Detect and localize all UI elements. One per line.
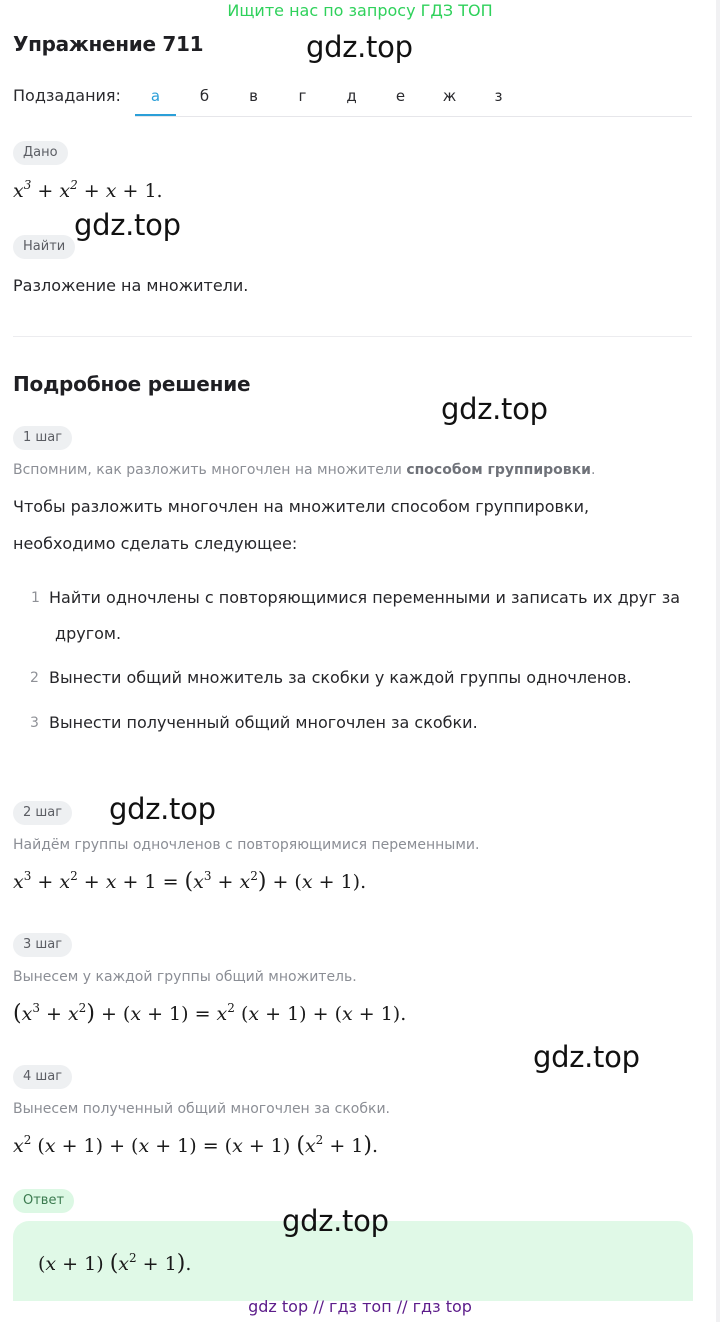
answer-expression: (x + 1) $(x^2 + 1)$. (38, 1251, 192, 1276)
list-item-text: Найти одночлены с повторяющимися переменными и записать их друг за (49, 588, 681, 607)
tab-e[interactable]: е (395, 87, 406, 105)
given-badge: Дано (13, 141, 68, 165)
page-title: Упражнение 711 (13, 32, 204, 56)
find-text: Разложение на множители. (13, 276, 249, 295)
tab-zh[interactable]: ж (442, 87, 457, 105)
step-2-hint: Найдём группы одночленов с повторяющимися переменными. (13, 837, 480, 853)
tab-z[interactable]: з (494, 87, 503, 105)
subtask-tabs (135, 78, 523, 116)
list-item-number: 1 (31, 590, 40, 606)
watermark: gdz.top (109, 792, 216, 826)
watermark: gdz.top (441, 392, 548, 426)
tab-g[interactable]: г (298, 87, 307, 105)
step-3-badge: 3 шаг (13, 933, 72, 957)
watermark: gdz.top (282, 1204, 389, 1238)
watermark: gdz.top (306, 30, 413, 64)
given-expression: $x^3 + x^2 + x + 1$. (13, 178, 163, 202)
step-1-line-1: Чтобы разложить многочлен на множители способом группировки, (13, 497, 590, 516)
list-item-text: Вынести полученный общий многочлен за скобки. (49, 713, 478, 732)
step-1-line-2: необходимо сделать следующее: (13, 534, 298, 553)
watermark: gdz.top (533, 1040, 640, 1074)
top-banner: Ищите нас по запросу ГДЗ ТОП (227, 1, 493, 20)
tab-b[interactable]: б (199, 87, 210, 105)
find-badge: Найти (13, 235, 75, 259)
solution-title: Подробное решение (13, 372, 251, 396)
step-1-badge: 1 шаг (13, 426, 72, 450)
step-3-expression: $(x^3 + x^2) + (x + 1) = x^2$ (x + 1) + (x + 1). (13, 1001, 407, 1026)
tab-a[interactable]: а (135, 78, 176, 116)
tab-v[interactable]: в (249, 87, 258, 105)
step-3-hint: Вынесем у каждой группы общий множитель. (13, 969, 357, 985)
list-item-number: 2 (30, 670, 39, 686)
tab-d[interactable]: д (346, 87, 357, 105)
list-item-text-continued: другом. (55, 624, 122, 643)
section-divider (13, 336, 692, 337)
tabs-divider (135, 116, 692, 117)
step-2-badge: 2 шаг (13, 801, 72, 825)
footer-links[interactable]: gdz top // гдз топ // гдз top (248, 1297, 472, 1316)
scrollbar-track[interactable] (716, 0, 720, 1322)
list-item-text: Вынести общий множитель за скобки у каждой группы одночленов. (49, 668, 632, 687)
watermark: gdz.top (74, 208, 181, 242)
step-4-hint: Вынесем полученный общий многочлен за скобки. (13, 1101, 390, 1117)
answer-badge: Ответ (13, 1189, 74, 1213)
step-2-expression: $x^3 + x^2 + x + 1 = (x^3 + x^2) + (x + 1)$. (13, 869, 367, 894)
subtasks-label: Подзадания: (13, 86, 121, 105)
list-item-number: 3 (30, 715, 39, 731)
step-4-badge: 4 шаг (13, 1065, 72, 1089)
step-1-hint: Вспомним, как разложить многочлен на множители способом группировки. (13, 462, 596, 478)
step-4-expression: $x^2$ (x + 1) + (x + 1) = (x + 1) $(x^2 + 1)$. (13, 1133, 379, 1158)
